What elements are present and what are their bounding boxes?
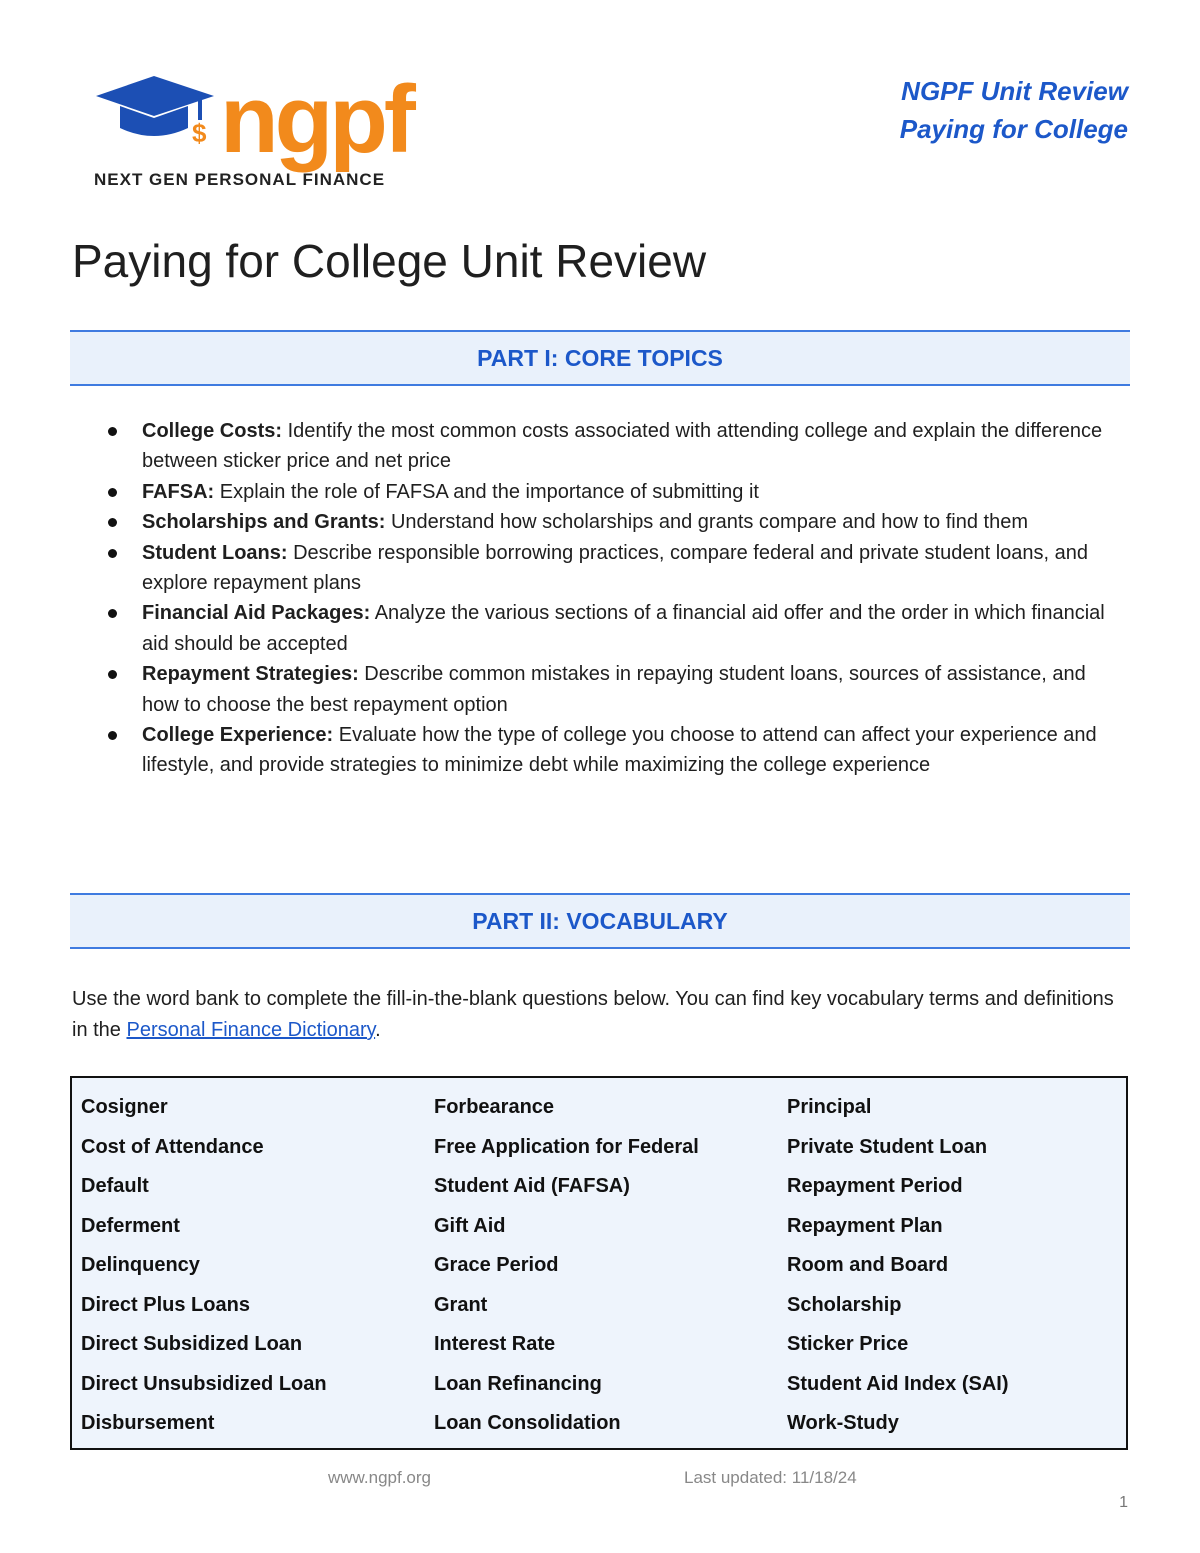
bullet-icon bbox=[108, 518, 117, 527]
word-bank-term: Grace Period bbox=[434, 1254, 559, 1276]
word-bank-term: Delinquency bbox=[81, 1254, 200, 1276]
header-title-block bbox=[900, 72, 1128, 148]
topic-description: Explain the role of FAFSA and the importance of submitting it bbox=[214, 480, 759, 503]
topic-term: Scholarships and Grants: bbox=[142, 511, 386, 534]
topic-term: FAFSA: bbox=[142, 480, 215, 503]
word-bank-term: Deferment bbox=[81, 1214, 180, 1237]
word-bank-term: Direct Unsubsidized Loan bbox=[81, 1372, 327, 1395]
topic-item bbox=[102, 720, 1122, 781]
topic-description: Identify the most common costs associated with attending college and explain the difference between sticker price and net price bbox=[142, 420, 1103, 473]
topic-item bbox=[102, 659, 1122, 720]
topic-term: Repayment Strategies: bbox=[142, 663, 359, 686]
bullet-icon bbox=[108, 731, 117, 740]
word-bank-term: Gift Aid bbox=[434, 1214, 506, 1237]
word-bank bbox=[70, 1076, 1128, 1450]
word-bank-term: Default bbox=[81, 1175, 149, 1197]
word-bank-term: Direct Plus Loans bbox=[81, 1293, 250, 1316]
topic-item bbox=[102, 538, 1122, 599]
graduation-cap-icon bbox=[92, 72, 222, 152]
bullet-icon bbox=[108, 488, 117, 497]
topic-term: Student Loans: bbox=[142, 541, 288, 564]
topic-item bbox=[102, 598, 1122, 659]
topic-item bbox=[102, 507, 1122, 537]
part1-heading: PART I: CORE TOPICS bbox=[70, 330, 1130, 386]
part2-heading: PART II: VOCABULARY bbox=[70, 893, 1130, 949]
word-bank-term: Room and Board bbox=[787, 1254, 949, 1276]
word-bank-term: Loan Consolidation bbox=[434, 1412, 621, 1434]
vocabulary-intro bbox=[72, 984, 1132, 1046]
word-bank-term: Cosigner bbox=[81, 1096, 168, 1118]
word-bank-term: Scholarship bbox=[787, 1293, 902, 1316]
topic-item bbox=[102, 477, 1122, 507]
header-line-2: Paying for College bbox=[899, 114, 1128, 144]
word-bank-term: Interest Rate bbox=[434, 1333, 556, 1355]
word-bank-term: Principal bbox=[787, 1096, 872, 1118]
word-bank-term: Cost of Attendance bbox=[81, 1135, 264, 1158]
word-bank-term: Grant bbox=[434, 1293, 488, 1316]
topic-description: Understand how scholarships and grants compare and how to find them bbox=[385, 511, 1028, 534]
logo-wordmark: ngpf bbox=[220, 66, 412, 173]
personal-finance-dictionary-link[interactable]: Personal Finance Dictionary bbox=[126, 1019, 376, 1041]
page-number: 1 bbox=[1119, 1494, 1128, 1511]
bullet-icon bbox=[108, 549, 117, 558]
bullet-icon bbox=[108, 609, 117, 618]
svg-text:$: $ bbox=[192, 118, 207, 148]
topic-description: Evaluate how the type of college you choose to attend can affect your experience and lifestyle, and provide strategies to minimize debt while maximizing the college experience bbox=[142, 724, 1097, 777]
word-bank-term: Sticker Price bbox=[787, 1333, 909, 1355]
word-bank-term: Student Aid (FAFSA) bbox=[434, 1175, 630, 1197]
core-topics-list bbox=[102, 416, 1122, 781]
word-bank-column-1 bbox=[81, 1088, 327, 1444]
word-bank-term: Repayment Period bbox=[787, 1175, 963, 1197]
word-bank-column-3 bbox=[787, 1088, 1008, 1444]
topic-term: Financial Aid Packages: bbox=[142, 602, 371, 625]
footer-updated: Last updated: 11/18/24 bbox=[684, 1468, 857, 1487]
page-title: Paying for College Unit Review bbox=[72, 235, 707, 287]
word-bank-term: Student Aid Index (SAI) bbox=[787, 1372, 1009, 1395]
word-bank-term: Loan Refinancing bbox=[434, 1372, 602, 1395]
word-bank-term: Repayment Plan bbox=[787, 1214, 943, 1237]
word-bank-term: Direct Subsidized Loan bbox=[81, 1333, 303, 1355]
footer-website: www.ngpf.org bbox=[328, 1468, 431, 1487]
topic-description: Analyze the various sections of a financial aid offer and the order in which financial aid should be accepted bbox=[142, 602, 1105, 655]
topic-item bbox=[102, 416, 1122, 477]
ngpf-logo bbox=[92, 66, 432, 192]
topic-term: College Experience: bbox=[142, 724, 334, 747]
intro-end: . bbox=[375, 1019, 381, 1041]
word-bank-term: Private Student Loan bbox=[787, 1135, 988, 1158]
topic-description: Describe common mistakes in repaying student loans, sources of assistance, and how to choose the best repayment option bbox=[142, 663, 1086, 716]
word-bank-term: Free Application for Federal bbox=[434, 1135, 699, 1158]
header-line-1: NGPF Unit Review bbox=[901, 76, 1128, 106]
bullet-icon bbox=[108, 427, 117, 436]
word-bank-column-2 bbox=[434, 1088, 699, 1444]
bullet-icon bbox=[108, 670, 117, 679]
word-bank-term: Disbursement bbox=[81, 1412, 215, 1434]
topic-term: College Costs: bbox=[142, 420, 283, 442]
word-bank-term: Work-Study bbox=[787, 1412, 899, 1434]
intro-text: Use the word bank to complete the fill-in-the-blank questions below. You can find key vocabulary terms and definitions in the bbox=[72, 988, 1114, 1041]
logo-tagline: NEXT GEN PERSONAL FINANCE bbox=[94, 170, 386, 189]
topic-description: Describe responsible borrowing practices, compare federal and private student loans, and explore repayment plans bbox=[142, 541, 1088, 595]
word-bank-term: Forbearance bbox=[434, 1096, 555, 1118]
